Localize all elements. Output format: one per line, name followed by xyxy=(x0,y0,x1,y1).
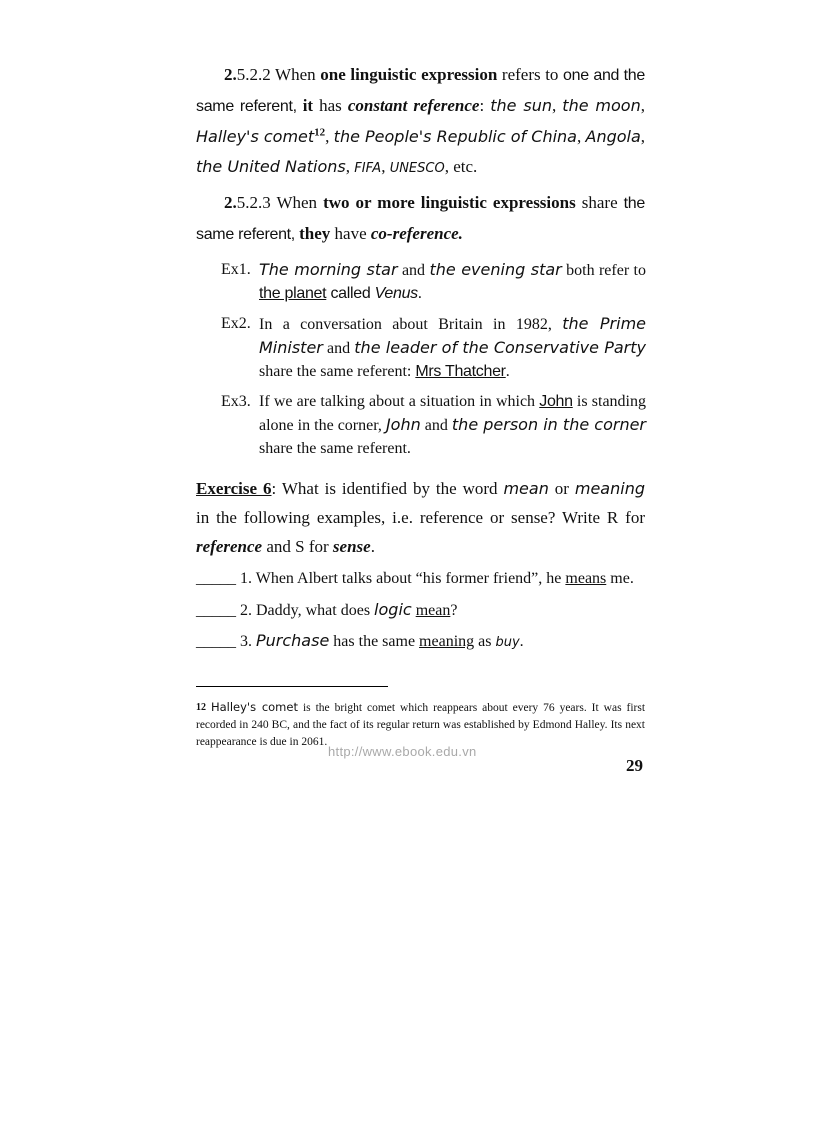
example-term: FIFA xyxy=(354,161,382,176)
text: called xyxy=(326,285,375,302)
footnote-term: Halley's comet xyxy=(210,700,298,714)
text: and xyxy=(397,262,430,279)
text: and xyxy=(322,340,355,357)
footnote-text: is the bright comet which reappears about every 76 years. It was first recorded in 240 BC, and the fact of its regular return was established by Edmond Halley. Its next reappearance is due in 2061. xyxy=(196,702,646,748)
text: If we are talking about a situation in which xyxy=(259,393,540,410)
section-number: 5.2.2 When xyxy=(236,65,321,84)
text: or xyxy=(548,479,575,498)
term-constant-reference: constant reference xyxy=(347,96,480,115)
pronoun-bold: it xyxy=(302,96,314,115)
answer-blank[interactable]: _____ xyxy=(196,570,236,587)
text: have xyxy=(330,224,371,243)
section-number: 5.2.3 When xyxy=(236,193,324,212)
underlined-word: mean xyxy=(415,602,451,619)
underlined-referent: John xyxy=(539,393,573,410)
separator: , xyxy=(325,127,334,146)
text: ? xyxy=(450,602,458,619)
text: in the following examples, i.e. reference or sense? Write R for xyxy=(196,508,645,527)
example-label: Ex3. xyxy=(221,393,251,410)
term-reference: reference xyxy=(196,537,263,556)
key-term: two or more linguistic expressions xyxy=(323,193,576,212)
example-term: the People's Republic of China xyxy=(333,127,577,146)
text: . xyxy=(505,363,510,380)
text: , etc. xyxy=(444,157,478,176)
example-term: the sun xyxy=(490,96,552,115)
footnote-rule xyxy=(196,686,388,687)
separator: , xyxy=(576,127,586,146)
text: share the same referent: xyxy=(259,363,416,380)
example-1 xyxy=(221,258,646,305)
example-term: UNESCO xyxy=(389,161,445,176)
text: share the same referent. xyxy=(259,440,411,457)
text: both refer to xyxy=(561,262,647,279)
example-term: The morning star xyxy=(259,260,398,279)
text: : xyxy=(479,96,491,115)
example-term: mean xyxy=(503,479,549,498)
exercise-title: Exercise 6 xyxy=(196,479,272,498)
text: . xyxy=(519,633,524,650)
text: share xyxy=(575,193,624,212)
separator: , xyxy=(552,96,563,115)
text: 3. xyxy=(236,633,256,650)
footnote-reference[interactable]: 12 xyxy=(314,126,326,139)
example-term: the United Nations xyxy=(196,157,346,176)
text: : What is identified by the word xyxy=(271,479,504,498)
text: refers to xyxy=(497,65,564,84)
page-number: 29 xyxy=(626,756,643,775)
answer-blank[interactable]: _____ xyxy=(196,633,236,650)
text: and xyxy=(420,417,452,434)
text: 2. Daddy, what does xyxy=(236,602,375,619)
watermark-url: http://www.ebook.edu.vn xyxy=(328,744,477,759)
text: has the same xyxy=(329,633,420,650)
text: as xyxy=(474,633,496,650)
text: and S for xyxy=(262,537,333,556)
key-term: one linguistic expression xyxy=(320,65,498,84)
term-co-reference: co-reference. xyxy=(370,224,463,243)
section-number-bold: 2. xyxy=(224,193,237,212)
text: is standing alone in the corner, xyxy=(259,393,647,434)
separator: , xyxy=(640,127,646,146)
pronoun-bold: they xyxy=(299,224,331,243)
example-term: the evening star xyxy=(429,260,562,279)
text: has xyxy=(313,96,348,115)
footnote-number: 12 xyxy=(196,702,206,713)
term-sense: sense xyxy=(332,537,371,556)
separator: , xyxy=(345,157,355,176)
exercise-item-3 xyxy=(196,630,656,654)
underlined-word: meaning xyxy=(419,633,475,650)
text: . xyxy=(370,537,375,556)
exercise-item-1 xyxy=(196,568,656,590)
paragraph-constant-reference xyxy=(196,60,645,184)
example-label: Ex1. xyxy=(221,261,251,278)
paragraph-co-reference xyxy=(196,188,645,250)
text: the same referent, xyxy=(196,195,645,243)
example-3 xyxy=(221,390,646,460)
section-number-bold: 2. xyxy=(224,65,237,84)
answer-blank[interactable]: _____ xyxy=(196,602,236,619)
underlined-referent: Mrs Thatcher xyxy=(415,363,506,380)
example-term: logic xyxy=(374,600,412,619)
example-term: meaning xyxy=(574,479,645,498)
separator: , xyxy=(381,157,390,176)
example-2 xyxy=(221,312,646,383)
underlined-word: means xyxy=(565,570,607,587)
text: . xyxy=(417,285,422,302)
example-term: Angola xyxy=(585,127,641,146)
exercise-item-2 xyxy=(196,599,656,622)
example-term: Purchase xyxy=(256,631,330,650)
exercise-6 xyxy=(196,474,645,561)
example-term: the person in the corner xyxy=(451,415,647,434)
example-label: Ex2. xyxy=(221,315,251,332)
example-term: the leader of the Conservative Party xyxy=(354,338,646,357)
example-term: Venus xyxy=(374,285,418,302)
example-term: buy xyxy=(495,635,520,650)
text: In a conversation about Britain in 1982, xyxy=(259,316,563,333)
example-term: Halley's comet xyxy=(196,127,315,146)
example-term: John xyxy=(385,415,421,434)
text: me. xyxy=(606,570,634,587)
text: 1. When Albert talks about “his former friend”, he xyxy=(236,570,566,587)
example-term: the moon xyxy=(562,96,641,115)
text: one and the same referent, xyxy=(196,67,645,115)
separator: , xyxy=(640,96,645,115)
example-term: the Prime Minister xyxy=(259,314,646,357)
underlined-referent: the planet xyxy=(259,285,327,302)
